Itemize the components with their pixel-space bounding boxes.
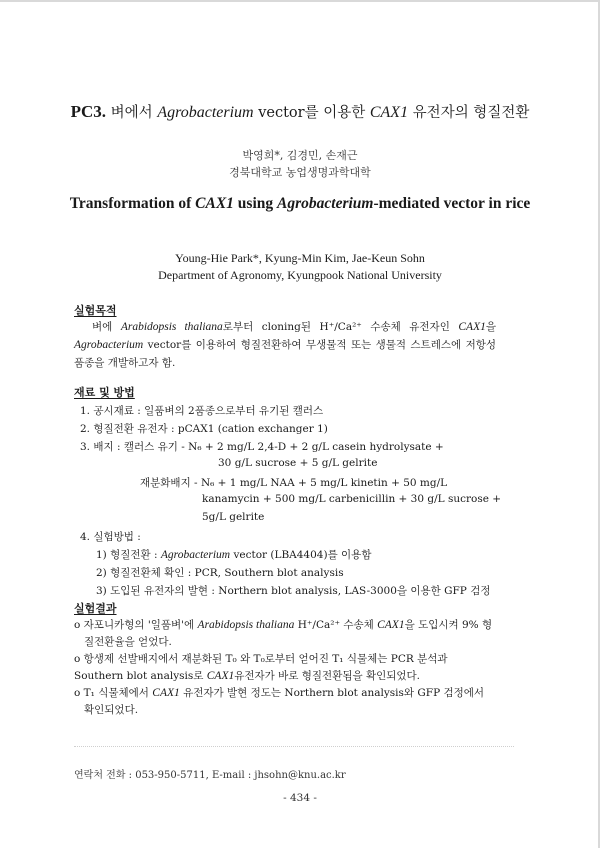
contact-info: 연락처 전화 : 053-950-5711, E-mail : jhsohn@knu.ac.kr <box>74 770 346 781</box>
english-title <box>60 193 540 215</box>
result-1-arabidopsis: Arabidopsis thaliana <box>197 619 295 631</box>
method-item-3-regen: 재분화배지 - N₆ + 1 mg/L NAA + 5 mg/L kinetin + 50 mg/L <box>140 477 448 489</box>
result-1-text-a: o 자포니카형의 '일품벼'에 <box>74 619 195 631</box>
result-1-line-1 <box>74 617 492 632</box>
page-number: - 434 - <box>283 792 317 804</box>
method-item-3-regen-end: 5g/L gelrite <box>202 511 265 523</box>
abstract-code: PC3. <box>70 102 107 121</box>
result-1-text-c: 을 도입시켜 9% 형 <box>404 619 493 631</box>
purpose-paragraph <box>74 318 496 372</box>
method-item-4: 4. 실험방법 : <box>80 531 141 543</box>
result-2-text-b: 유전자가 바로 형질전환됨을 확인되었다. <box>234 670 421 682</box>
en-title-part-c: -mediated vector in rice <box>373 195 531 212</box>
purpose-text-3: 을 <box>485 321 497 333</box>
top-edge-line <box>0 0 600 2</box>
english-authors: Young-Hie Park*, Kyung-Min Kim, Jae-Keun Sohn <box>175 251 425 265</box>
kr-title-cax1: CAX1 <box>369 104 409 121</box>
result-3-line-2: 확인되었다. <box>84 704 139 716</box>
purpose-cax1: CAX1 <box>458 321 486 333</box>
english-affiliation: Department of Agronomy, Kyungpook National University <box>158 268 442 282</box>
purpose-arabidopsis: Arabidopsis thaliana <box>120 321 223 333</box>
method-4-1-prefix: 1) 형질전환 : <box>96 549 158 561</box>
results-heading: 실험결과 <box>74 602 117 615</box>
method-item-2: 2. 형질전환 유전자 : pCAX1 (cation exchanger 1) <box>80 423 328 435</box>
result-2-line-2 <box>74 668 420 683</box>
method-item-4-3: 3) 도입된 유전자의 발현 : Northern blot analysis, LAS-3000을 이용한 GFP 검정 <box>96 585 491 597</box>
method-item-3-regen-cont: kanamycin + 500 mg/L carbenicillin + 30 g/L sucrose + <box>202 493 502 505</box>
result-2-line-1: o 항생제 선발배지에서 재분화된 T₀ 와 T₀로부터 얻어진 T₁ 식물체는 PCR 분석과 <box>74 653 448 665</box>
methods-heading: 재료 및 방법 <box>74 386 135 399</box>
purpose-agrobacterium: Agrobacterium <box>74 339 144 351</box>
kr-title-part-c: 유전자의 형질전환 <box>412 105 530 121</box>
en-title-part-b: using <box>237 195 274 212</box>
method-item-3: 3. 배지 : 캘러스 유기 - N₆ + 2 mg/L 2,4-D + 2 g/L casein hydrolysate + <box>80 441 444 453</box>
result-2-cax1: CAX1 <box>206 670 235 682</box>
result-3-text-a: o T₁ 식물체에서 <box>74 687 149 699</box>
result-3-line-1 <box>74 685 484 700</box>
result-2-text-a: Southern blot analysis로 <box>74 670 204 682</box>
en-title-cax1: CAX1 <box>195 195 234 212</box>
method-4-1-suffix: vector (LBA4404)를 이용함 <box>233 549 372 561</box>
purpose-text-4: vector를 이용하여 형질전환하여 무생물적 또는 생물적 스트레스에 저항성 품종을 개발하고자 함. <box>74 339 496 369</box>
method-4-1-agrobacterium: Agrobacterium <box>160 549 231 561</box>
kr-title-part-b: vector를 이용한 <box>258 105 366 121</box>
purpose-text-1: 벼에 <box>92 321 113 333</box>
result-3-cax1: CAX1 <box>152 687 180 699</box>
en-title-part-a: Transformation of <box>69 195 192 212</box>
result-1-text-b: H⁺/Ca²⁺ 수송체 <box>297 619 374 631</box>
en-title-agrobacterium: Agrobacterium <box>277 195 374 212</box>
method-item-4-2: 2) 형질전환체 확인 : PCR, Southern blot analysis <box>96 567 344 579</box>
method-item-4-1 <box>96 547 371 562</box>
korean-affiliation: 경북대학교 농업생명과학대학 <box>229 166 371 179</box>
result-1-line-2: 질전환율을 얻었다. <box>84 636 172 648</box>
result-1-cax1: CAX1 <box>377 619 405 631</box>
korean-authors: 박영희*, 김경민, 손재근 <box>242 149 358 162</box>
method-item-3-cont: 30 g/L sucrose + 5 g/L gelrite <box>218 457 378 469</box>
result-3-text-b: 유전자가 발현 정도는 Northern blot analysis와 GFP 검정에서 <box>183 687 485 699</box>
method-item-1: 1. 공시재료 : 일품벼의 2품종으로부터 유기된 캘러스 <box>80 405 324 417</box>
purpose-heading: 실험목적 <box>74 304 117 317</box>
kr-title-agrobacterium: Agrobacterium <box>157 104 254 121</box>
purpose-text-2: 로부터 cloning된 H⁺/Ca²⁺ 수송체 유전자인 <box>222 321 450 333</box>
korean-title <box>0 101 600 122</box>
kr-title-part-a: 벼에서 <box>110 105 153 121</box>
footer-divider <box>74 746 514 747</box>
